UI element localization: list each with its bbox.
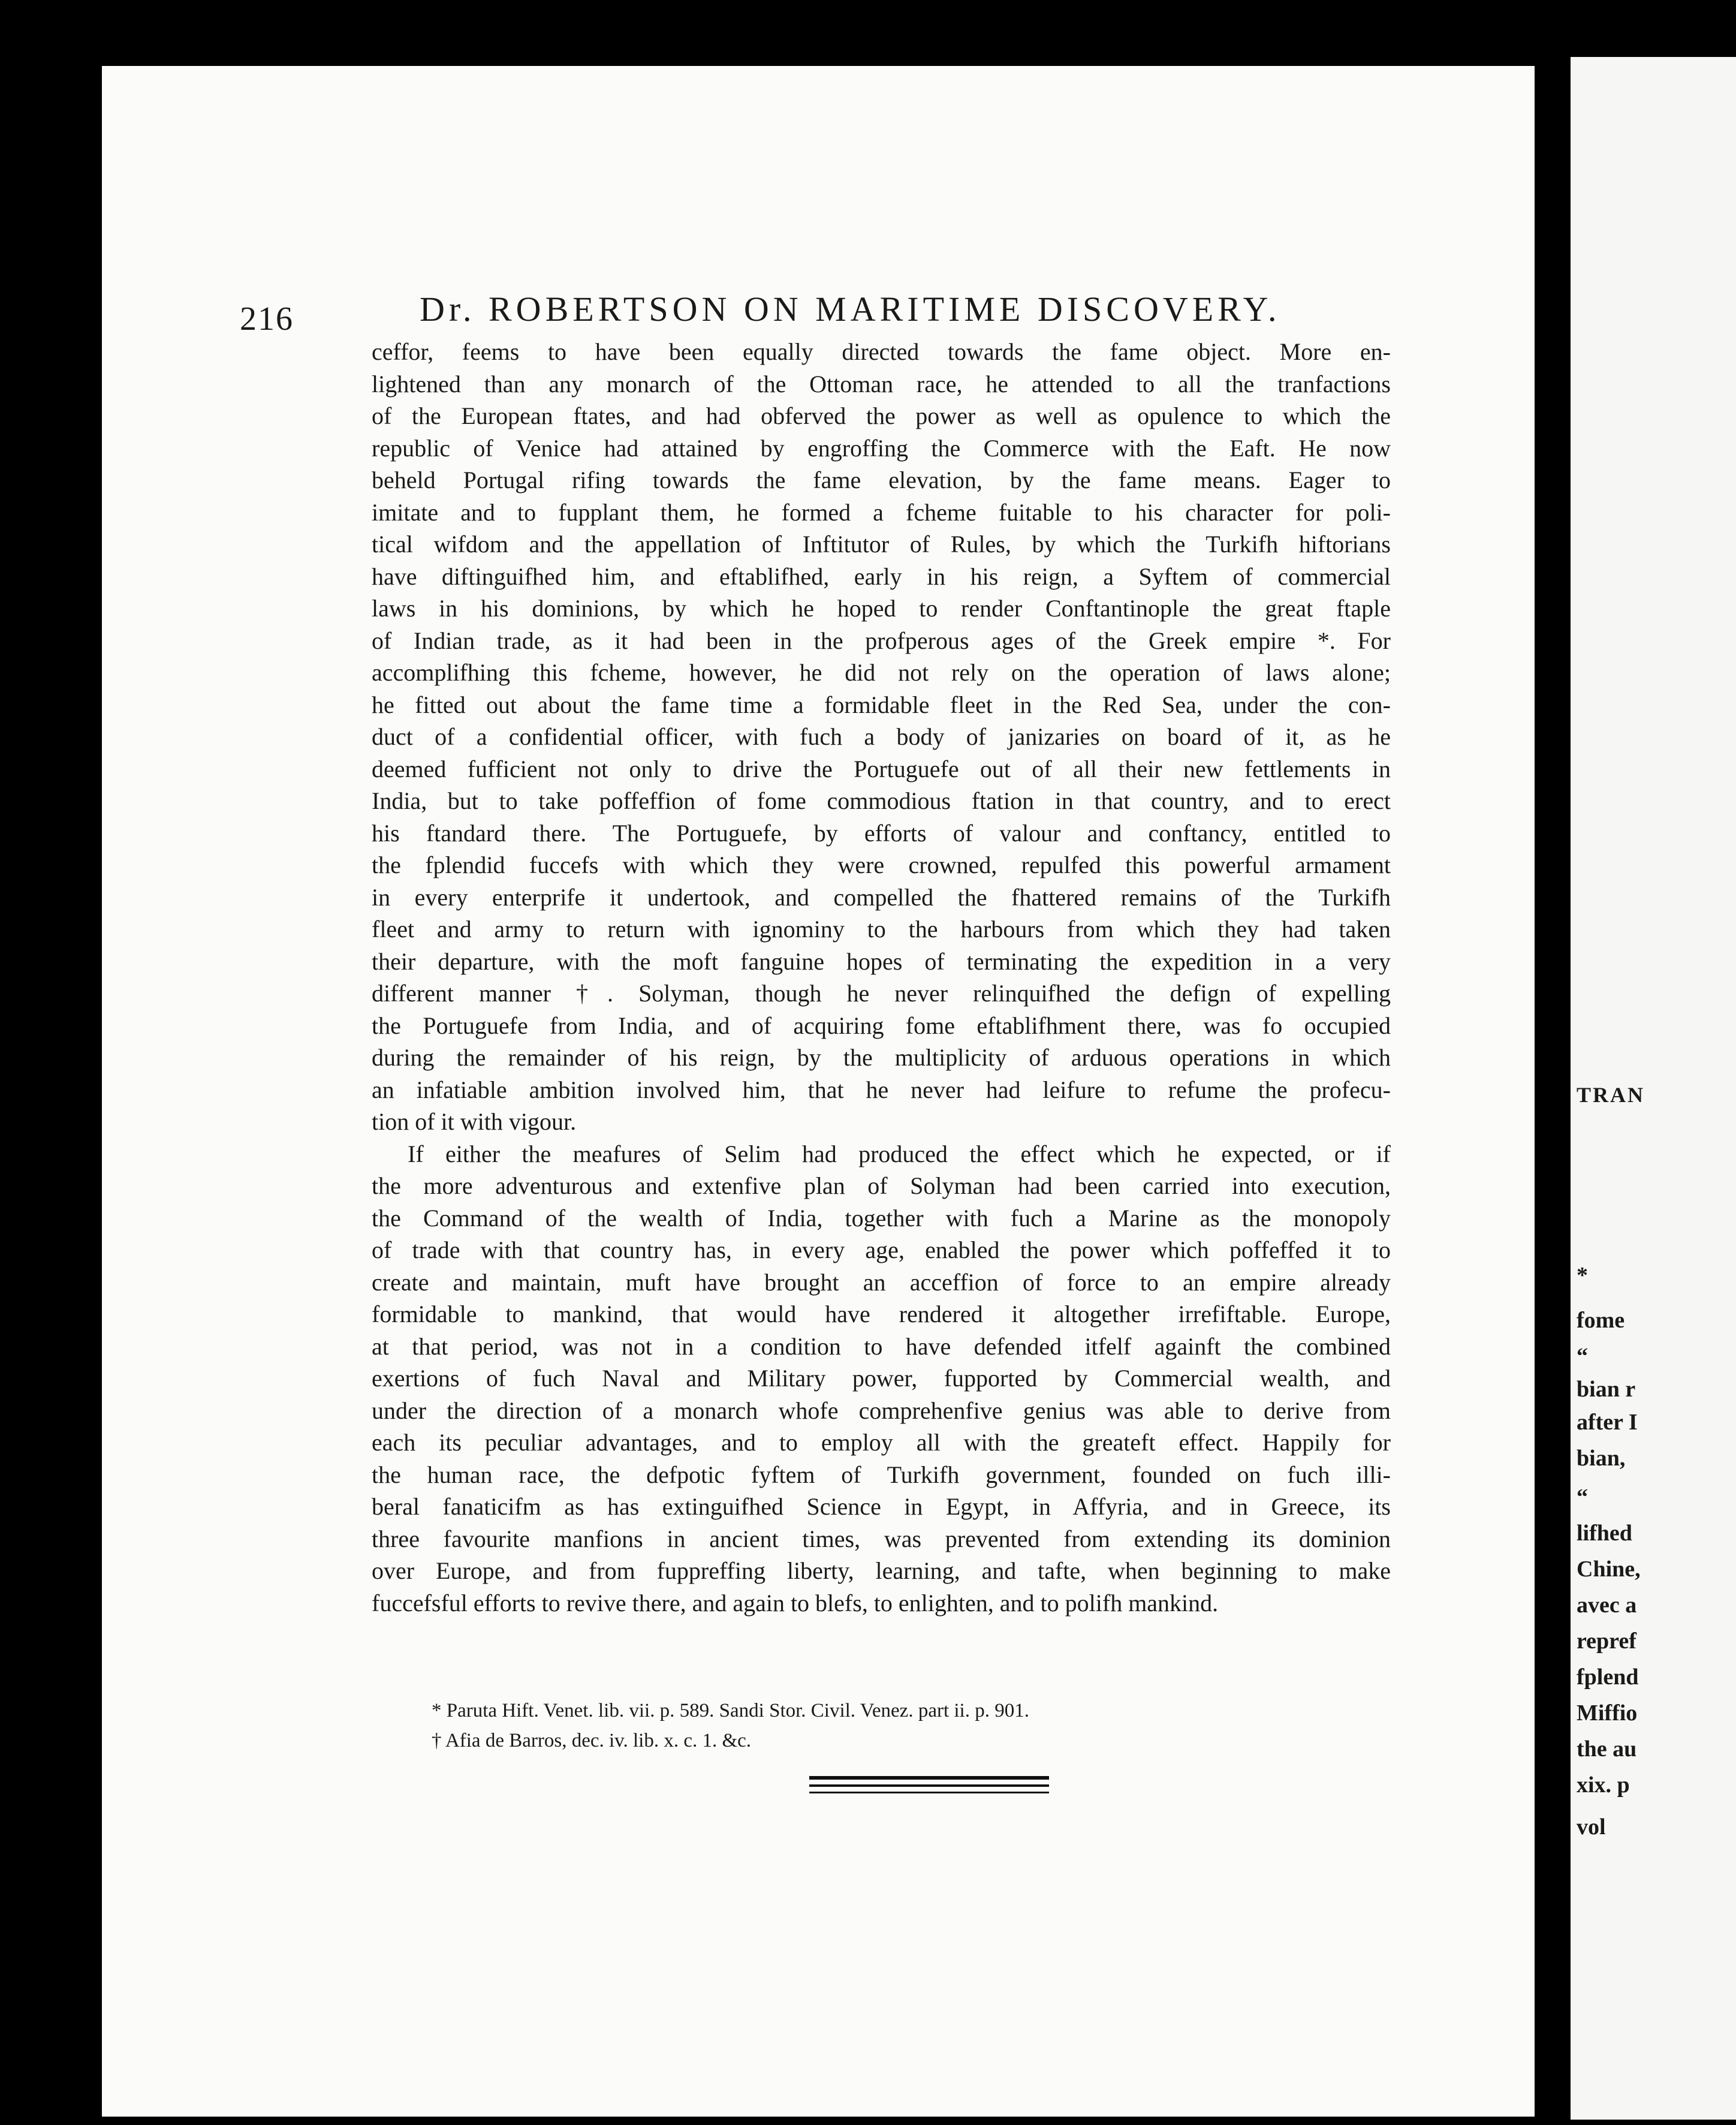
- text-line: the fplendid fuccefs with which they were crowned, repulfed this powerful armament: [372, 851, 1391, 878]
- text-line: under the direction of a monarch whofe comprehenfive genius was able to derive from: [372, 1396, 1391, 1424]
- text-line: of trade with that country has, in every age, enabled the power which poffeffed it to: [372, 1236, 1391, 1263]
- text-line: exertions of fuch Naval and Military power, fupported by Commercial wealth, and: [372, 1365, 1391, 1392]
- running-head-title: ROBERTSON ON MARITIME DISCOVERY.: [489, 290, 1281, 329]
- running-head-prefix: Dr.: [420, 290, 476, 329]
- right-page-fragment: repref: [1577, 1629, 1636, 1654]
- right-page-fragment: lifhed: [1577, 1521, 1632, 1546]
- text-line: different manner †. Solyman, though he never relinquifhed the defign of expelling: [372, 980, 1391, 1007]
- text-line: of the European ftates, and had obferved the power as well as opulence to which the: [372, 402, 1391, 429]
- end-rule: [809, 1792, 1049, 1793]
- text-line: three favourite manfions in ancient times, was prevented from extending its dominion: [372, 1525, 1391, 1552]
- right-page-fragment: bian,: [1577, 1446, 1626, 1471]
- text-line: formidable to mankind, that would have rendered it altogether irrefiftable. Europe,: [372, 1301, 1391, 1328]
- text-line: their departure, with the moft fanguine hopes of terminating the expedition in a very: [372, 947, 1391, 975]
- right-page-fragment: bian r: [1577, 1377, 1636, 1402]
- text-line: over Europe, and from fuppreffing liberty, learning, and tafte, when beginning to make: [372, 1557, 1391, 1584]
- right-page-fragment: Chine,: [1577, 1557, 1641, 1582]
- text-line: laws in his dominions, by which he hoped to render Conftantinople the great ftaple: [372, 595, 1391, 622]
- text-line: lightened than any monarch of the Ottoman race, he attended to all the tranfactions: [372, 370, 1391, 398]
- text-line: at that period, was not in a condition to have defended itfelf againft the combined: [372, 1332, 1391, 1360]
- text-line: the human race, the defpotic fyftem of Turkifh government, founded on fuch illi-: [372, 1461, 1391, 1488]
- text-line: accomplifhing this fcheme, however, he did not rely on the operation of laws alone;: [372, 659, 1391, 686]
- text-line: of Indian trade, as it had been in the profperous ages of the Greek empire *. For: [372, 627, 1391, 654]
- text-line: deemed fufficient not only to drive the Portuguefe out of all their new fettlements in: [372, 755, 1391, 782]
- text-line: his ftandard there. The Portuguefe, by efforts of valour and conftancy, entitled to: [372, 819, 1391, 847]
- gutter: [1535, 57, 1571, 2120]
- text-line: imitate and to fupplant them, he formed a fcheme fuitable to his character for poli-: [372, 498, 1391, 526]
- right-page: [1571, 57, 1736, 2120]
- right-page-fragment: “: [1577, 1344, 1588, 1369]
- footnotes: [432, 1696, 1331, 1756]
- page-number: 216: [240, 300, 294, 338]
- body-text: [372, 336, 1391, 1619]
- right-page-fragment: xix. p: [1577, 1772, 1630, 1798]
- text-line: republic of Venice had attained by engroffing the Commerce with the Eaft. He now: [372, 434, 1391, 462]
- text-line: duct of a confidential officer, with fuch a body of janizaries on board of it, as he: [372, 723, 1391, 750]
- right-page-fragment: fplend: [1577, 1665, 1639, 1690]
- text-line: each its peculiar advantages, and to employ all with the greateft effect. Happily for: [372, 1429, 1391, 1456]
- end-rule: [809, 1776, 1049, 1780]
- text-line: the Command of the wealth of India, together with fuch a Marine as the monopoly: [372, 1204, 1391, 1232]
- right-page-fragment: vol: [1577, 1814, 1606, 1840]
- right-page-fragment: “: [1577, 1485, 1588, 1510]
- right-page-heading: TRAN: [1577, 1083, 1645, 1107]
- text-line: tical wifdom and the appellation of Inftitutor of Rules, by which the Turkifh hiftorians: [372, 531, 1391, 558]
- running-head: [420, 289, 1379, 329]
- right-page-fragment: avec a: [1577, 1593, 1637, 1618]
- text-line: an infatiable ambition involved him, that he never had leifure to refume the profecu-: [372, 1076, 1391, 1103]
- end-rule: [809, 1784, 1049, 1787]
- footnote: † Afia de Barros, dec. iv. lib. x. c. 1. &c.: [432, 1730, 752, 1751]
- text-line: the more adventurous and extenfive plan of Solyman had been carried into execution,: [372, 1172, 1391, 1199]
- text-line: beheld Portugal rifing towards the fame elevation, by the fame means. Eager to: [372, 466, 1391, 493]
- right-page-fragment: *: [1577, 1263, 1588, 1288]
- text-line: in every enterprife it undertook, and compelled the fhattered remains of the Turkifh: [372, 883, 1391, 911]
- text-line: If either the meafures of Selim had produced the effect which he expected, or if: [408, 1140, 1391, 1167]
- right-page-fragment: fome: [1577, 1308, 1625, 1333]
- text-line: fuccefsful efforts to revive there, and again to blefs, to enlighten, and to polifh mankind.: [372, 1589, 1219, 1617]
- text-line: the Portuguefe from India, and of acquiring fome eftablifhment there, was fo occupied: [372, 1012, 1391, 1039]
- footnote: * Paruta Hift. Venet. lib. vii. p. 589. Sandi Stor. Civil. Venez. part ii. p. 901.: [432, 1700, 1029, 1721]
- text-line: India, but to take poffeffion of fome commodious ftation in that country, and to erect: [372, 787, 1391, 814]
- text-line: create and maintain, muft have brought an acceffion of force to an empire already: [372, 1268, 1391, 1296]
- text-line: have diftinguifhed him, and eftablifhed, early in his reign, a Syftem of commercial: [372, 562, 1391, 590]
- right-page-fragment: Miffio: [1577, 1700, 1638, 1726]
- text-line: he fitted out about the fame time a formidable fleet in the Red Sea, under the con-: [372, 691, 1391, 718]
- text-line: beral fanaticifm as has extinguifhed Science in Egypt, in Affyria, and in Greece, its: [372, 1493, 1391, 1520]
- right-page-fragment: the au: [1577, 1736, 1637, 1762]
- right-page-fragment: after I: [1577, 1410, 1638, 1435]
- text-line: fleet and army to return with ignominy to the harbours from which they had taken: [372, 916, 1391, 943]
- text-line: tion of it with vigour.: [372, 1108, 577, 1135]
- text-line: during the remainder of his reign, by the multiplicity of arduous operations in which: [372, 1044, 1391, 1071]
- text-line: ceffor, feems to have been equally directed towards the fame object. More en-: [372, 338, 1391, 365]
